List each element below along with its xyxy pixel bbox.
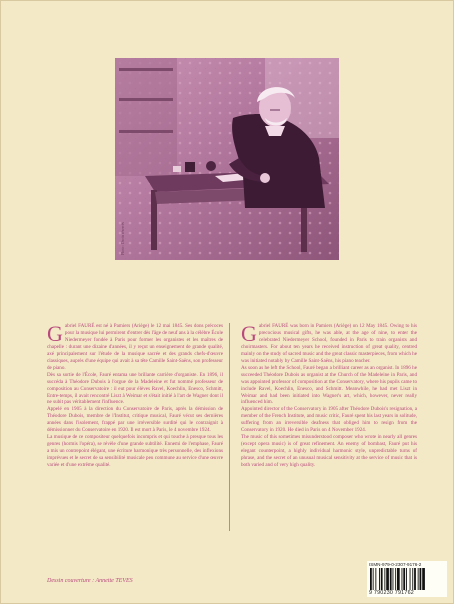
paragraph: The music of this sometimes misunderstood composer who wrote in nearly all genres (except opera music) is of great refinement. An enemy of bombast, Fauré put his elegant counterpoint, a highly individual harmonic style, unpredictable turns of phrase, and the secret of an unusual musical sensitivity at the service of music that is both varied and of very high quality. xyxy=(241,434,417,469)
paragraph: Appelé en 1905 à la direction du Conservatoire de Paris, après la démission de Théodore Dubois, membre de l'Institut, critique musical, Fauré vécut ses dernières années dans l'isolement, frappé par une irréversible surdité qui le contraignit à démissionner du Conservatoire en 1920. Il est mort à Paris, le 4 novembre 1924. xyxy=(47,406,223,434)
french-biography xyxy=(47,323,223,469)
dropcap: G xyxy=(241,321,257,346)
portrait-illustration xyxy=(115,58,339,260)
dropcap: G xyxy=(47,321,63,346)
english-biography xyxy=(241,323,417,469)
barcode-bars xyxy=(370,568,444,590)
paragraph: abriel FAURÉ was born in Pamiers (Ariège) on 12 May 1845. Owing to his precocious musical gifts, he was able, at the age of nine, to enter the celebrated Niedermeyer School, founded in Paris to train organists and choirmasters. For about ten years he received instruction of great quality, centred mainly on the study of sacred music and the great classic masterpieces, from which he was initiated notably by Camille Saint-Saëns, his piano teacher. xyxy=(241,323,417,364)
column-divider xyxy=(229,323,230,531)
isbn-number: ISMN-979-0-2307-9176-2 xyxy=(369,562,422,567)
barcode xyxy=(367,561,447,597)
cover-credit: Dessin couverture : Annette TEVES xyxy=(47,578,133,584)
paragraph: abriel FAURÉ est né à Pamiers (Ariège) le 12 mai 1845. Ses dons précoces pour la musique lui permirent d'entrer dès l'âge de neuf ans à la célèbre École Niedermeyer fondée à Paris pour former les organistes et les maîtres de chapelle : durant une dizaine d'années, il y reçut un enseignement de grande qualité, axé principalement sur l'étude de la musique sacrée et des grands chefs-d'œuvre classiques, auprès d'une équipe qui avait à sa tête Camille Saint-Saëns, son professeur de piano. xyxy=(47,323,223,371)
portrait-photo xyxy=(115,58,339,260)
paragraph: Dès sa sortie de l'École, Fauré entama une brillante carrière d'organiste. En 1896, il succéda à Théodore Dubois à l'orgue de la Madeleine et fut nommé professeur de composition au Conservatoire : il eut pour élèves Ravel, Koechlin, Enesco, Schmitt, Entre-temps, il avait rencontré Liszt à Weimar et s'était initié à l'art de Wagner dont il ne subit pas véritablement l'influence. xyxy=(47,371,223,406)
paragraph: La musique de ce compositeur quelquefois incompris et qui touche à presque tous les genres (hormis l'opéra), se révèle d'une grande subtilité. Ennemi de l'emphase, Fauré a mis un contrepoint élégant, une écriture harmonique très personnelle, des inflexions imprévues et le secret de sa sensibilité musicale peu commune au service d'une œuvre variée et d'une extrême qualité. xyxy=(47,434,223,469)
photo-credit: Photo : Droits réservés xyxy=(121,222,125,255)
paragraph: As soon as he left the School, Fauré began a brilliant career as an organist. In 1896 he succeeded Théodore Dubois as organist at the Church of the Madeleine in Paris, and was appointed professor of composition at the Conservatory, where his pupils came to include Ravel, Koechlin, Enesco, and Schmitt. Meanwhile, he had met Liszt in Weimar and had been initiated into Wagner's art, which, however, never really influenced him. xyxy=(241,364,417,406)
paragraph: Appointed director of the Conservatory in 1905 after Théodore Dubois's resignation, a member of the French Institute, and music critic, Fauré spent his last years in solitude, suffering from an irreversible deafness that obliged him to resign from the Conservatory in 1920. He died in Paris on 4 November 1924. xyxy=(241,406,417,434)
barcode-number: 9 790230 791762 xyxy=(369,590,414,596)
